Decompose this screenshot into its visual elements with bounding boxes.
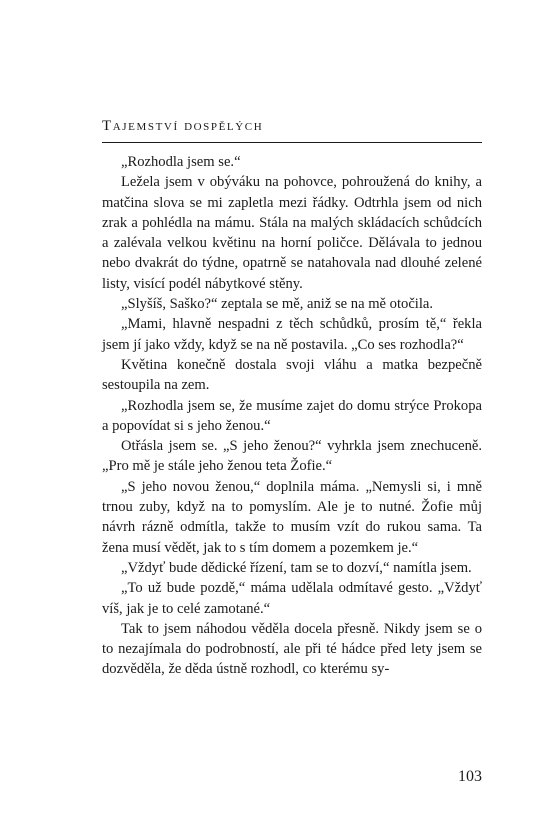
paragraph: Květina konečně dostala svoji vláhu a matka bezpečně sestoupila na zem. bbox=[102, 356, 482, 394]
page-number: 103 bbox=[458, 768, 482, 785]
paragraph: „Rozhodla jsem se, že musíme zajet do domu strýce Prokopa a popovídat si s jeho ženou.“ bbox=[102, 397, 482, 434]
paragraph: „Slyšíš, Saško?“ zeptala se mě, aniž se na mě otočila. bbox=[121, 296, 434, 313]
paragraph: „To už bude pozdě,“ máma udělala odmítavé gesto. „Vždyť víš, jak je to celé zamotané.“ bbox=[102, 580, 482, 617]
paragraph: „Vždyť bude dědické řízení, tam se to dozví,“ namítla jsem. bbox=[121, 559, 472, 576]
paragraph: „S jeho novou ženou,“ doplnila máma. „Nemysli si, i mně trnou zuby, když na to pomyslím. Ale je to nutné. Žofie můj návrh rázně odmítla, takže to musím vzít do rukou sama. Ta žena musí vědět, jak to s tím domem a pozemkem je.“ bbox=[102, 478, 482, 556]
paragraph: Ležela jsem v obýváku na pohovce, pohroužená do knihy, a matčina slova se mi zapletla mezi řádky. Odtrhla jsem od nich zrak a pohlédla na mámu. Stála na malých skládacích schůdcích a zalévala velkou květinu na horní poličce. Dělávala to jednou nebo dvakrát do týdne, opatrně se natahovala nad dlouhé zelené listy, visící podél nábytkové stěny. bbox=[102, 174, 482, 292]
header-rule bbox=[102, 142, 482, 143]
chapter-title: Tajemství dospělých bbox=[102, 118, 264, 134]
paragraph: „Mami, hlavně nespadni z těch schůdků, prosím tě,“ řekla jsem jí jako vždy, když se na ně postavila. „Co ses rozhodla?“ bbox=[102, 316, 482, 353]
paragraph: Tak to jsem náhodou věděla docela přesně. Nikdy jsem se o to nezajímala do podrobností, ale při té hádce před lety jsem se dozvěděla, že děda ústně rozhodl, co kterému sy- bbox=[102, 620, 482, 678]
running-header bbox=[102, 118, 482, 140]
paragraph: Otřásla jsem se. „S jeho ženou?“ vyhrkla jsem znechuceně. „Pro mě je stále jeho ženou teta Žofie.“ bbox=[102, 438, 482, 475]
body-text bbox=[102, 152, 482, 680]
paragraph: „Rozhodla jsem se.“ bbox=[121, 154, 241, 170]
